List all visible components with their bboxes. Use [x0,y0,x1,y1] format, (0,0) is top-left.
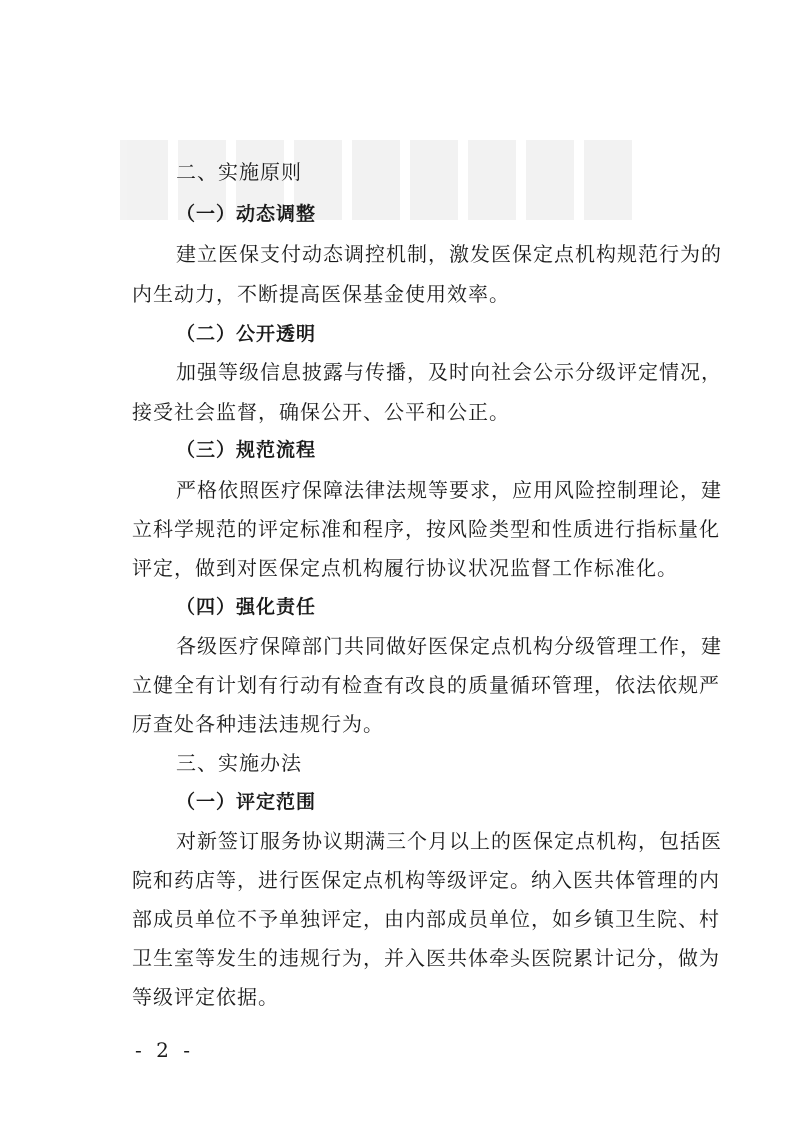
paragraph-line: 接受社会监督，确保公开、公平和公正。 [132,400,510,424]
paragraph-line: 立科学规范的评定标准和程序，按风险类型和性质进行指标量化 [132,517,720,541]
subheading-standard-process: （三）规范流程 [176,439,317,461]
paragraph-line: 部成员单位不予单独评定，由内部成员单位，如乡镇卫生院、村 [132,907,720,931]
subheading-strengthen-responsibility: （四）强化责任 [176,596,317,618]
section-heading-principles: 二、实施原则 [176,160,302,184]
paragraph-line: 严格依照医疗保障法律法规等要求，应用风险控制理论，建 [176,478,722,502]
paragraph-line: 各级医疗保障部门共同做好医保定点机构分级管理工作，建 [176,634,722,658]
page-number: - 2 - [135,1038,194,1062]
subheading-evaluation-scope: （一）评定范围 [176,791,317,813]
paragraph-line: 厉查处各种违法违规行为。 [132,712,384,736]
paragraph-line: 内生动力，不断提高医保基金使用效率。 [132,282,510,306]
paragraph-line: 对新签订服务协议期满三个月以上的医保定点机构，包括医 [176,829,722,853]
section-heading-methods: 三、实施办法 [176,751,302,775]
paragraph-line: 立健全有计划有行动有检查有改良的质量循环管理，依法依规严 [132,673,720,697]
subheading-openness: （二）公开透明 [176,323,317,345]
paragraph-line: 建立医保支付动态调控机制，激发医保定点机构规范行为的 [176,242,722,266]
paragraph-line: 等级评定依据。 [132,985,279,1009]
paragraph-line: 评定，做到对医保定点机构履行协议状况监督工作标准化。 [132,556,678,580]
paragraph-line: 院和药店等，进行医保定点机构等级评定。纳入医共体管理的内 [132,868,720,892]
subheading-dynamic-adjustment: （一）动态调整 [176,203,317,225]
paragraph-line: 卫生室等发生的违规行为，并入医共体牵头医院累计记分，做为 [132,946,720,970]
paragraph-line: 加强等级信息披露与传播，及时向社会公示分级评定情况， [176,360,722,384]
